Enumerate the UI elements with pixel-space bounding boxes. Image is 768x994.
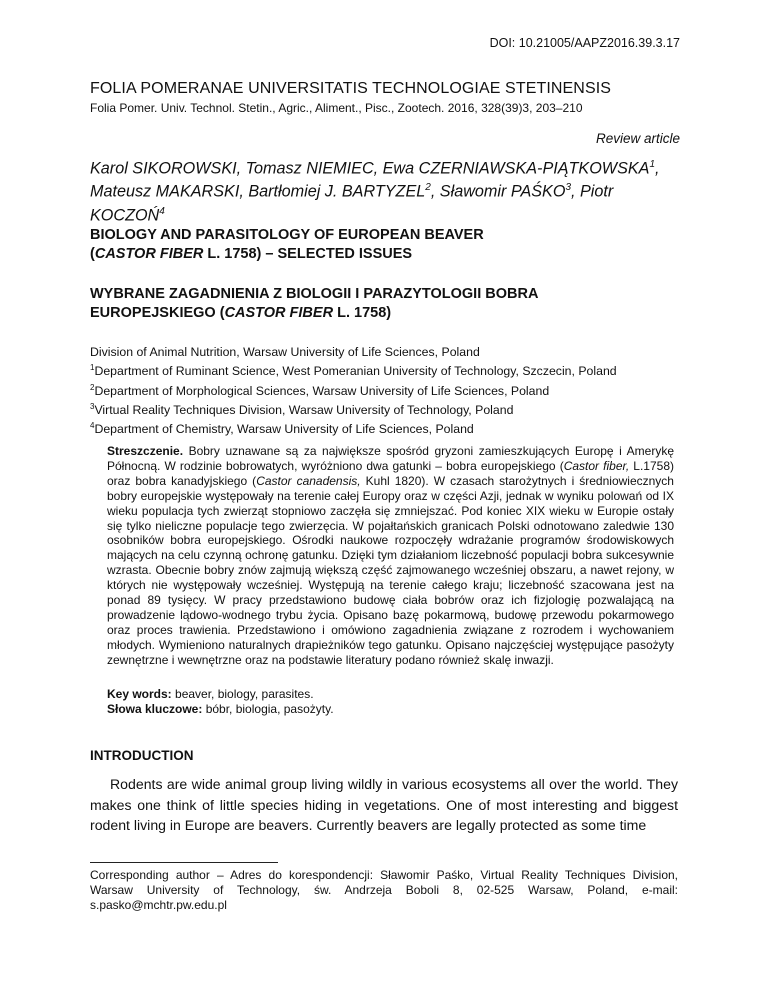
authors-part: , Piotr KOCZOŃ xyxy=(90,182,614,225)
doi: DOI: 10.21005/AAPZ2016.39.3.17 xyxy=(489,36,680,50)
affiliations xyxy=(90,345,700,438)
affiliation-text: Department of Morphological Sciences, Warsaw University of Life Sciences, Poland xyxy=(94,383,550,398)
affiliation-number: 4 xyxy=(90,421,95,431)
journal-citation: Folia Pomer. Univ. Technol. Stetin., Agric., Aliment., Pisc., Zootech. 2016, 328(39)3, 203–210 xyxy=(90,101,583,115)
affiliation-marker: 4 xyxy=(159,205,165,217)
authors-part: Mateusz MAKARSKI, Bartłomiej J. BARTYZEL xyxy=(90,182,426,201)
authors-part: , xyxy=(655,159,660,178)
title-english xyxy=(90,226,690,264)
affiliation xyxy=(90,418,700,437)
affiliation xyxy=(90,345,700,360)
authors xyxy=(90,155,690,225)
affiliation-number: 2 xyxy=(90,382,95,392)
introduction-paragraph: Rodents are wide animal group living wildly in various ecosystems all over the world. They makes one think of little species hiding in vegetations. One of most interesting and biggest rodent living in Europe are beavers. Currently beavers are legally protected as some time xyxy=(90,776,678,833)
species-name: Castor canadensis, xyxy=(256,473,361,488)
journal-name: FOLIA POMERANAE UNIVERSITATIS TECHNOLOGIAE STETINENSIS xyxy=(90,80,612,97)
title-part: L. 1758) xyxy=(333,305,392,321)
abstract-text: Bobry uznawane są za największe spośród gryzoni zamieszkujących Europę i Amerykę Północną. W rodzinie bobrowatych, wyróżniono dwa gatunki – bobra europejskiego ( xyxy=(107,444,674,473)
affiliation-number: 3 xyxy=(90,402,95,412)
species-name: Castor fiber, xyxy=(563,458,630,473)
affiliation xyxy=(90,380,700,399)
title-part: EUROPEJSKIEGO ( xyxy=(90,305,225,321)
affiliation xyxy=(90,360,700,379)
authors-part: Karol SIKOROWSKI, Tomasz NIEMIEC, Ewa CZERNIAWSKA-PIĄTKOWSKA xyxy=(90,159,650,178)
affiliation-number: 1 xyxy=(90,363,95,373)
affiliation-text: Virtual Reality Techniques Division, Warsaw University of Technology, Poland xyxy=(94,403,514,418)
affiliation-marker: 1 xyxy=(649,159,656,170)
abstract-text: Kuhl 1820). W czasach starożytnych i średniowiecznych bobry europejskie występowały na terenie całej Europy oraz w części Azji, jednak w wyniku polowań od IX wieku populacja tych zwierząt stopniowo zaczęła się zmniejszać. Pod koniec XIX wieku w Europie ostały się tylko nieliczne populacje tego zwierzęcia. W pojałtańskich granicach Polski odnotowano zaledwie 130 osobników bobra europejskiego. Ośrodki naukowe rozpoczęły wdrażanie programów środowiskowych mających na celu czynną ochronę gatunku. Dzięki tym działaniom liczebność populacji bobra sukcesywnie wzrasta. Obecnie bobry znów zajmują większą część zajmowanego wcześniej obszaru, a nawet rejony, w których nie występowały wcześniej. Występują na terenie całego kraju; liczebność szacowana jest na ponad 89 tysięcy. W pracy przedstawiono budowę ciała bobrów oraz ich fizjologię pozwalającą na prowadzenie lądowo-wodnego trybu życia. Opisano bazę pokarmową, budowę przewodu pokarmowego oraz proces trawienia. Przedstawiono i omówiono zagadnienia związane z rozrodem i wychowaniem młodych. Wymieniono naturalnych drapieżników tego gatunku. Opisano najczęściej występujące pasożyty zewnętrzne i wewnętrzne oraz na podstawie literatury podano również skalę inwazji. xyxy=(107,473,674,667)
affiliation-text: Department of Ruminant Science, West Pomeranian University of Technology, Szczecin, Poland xyxy=(94,364,617,379)
abstract-label: Streszczenie. xyxy=(107,444,184,458)
affiliation-marker: 3 xyxy=(565,182,572,194)
keywords-polish xyxy=(107,702,334,717)
affiliation-text: Division of Animal Nutrition, Warsaw University of Life Sciences, Poland xyxy=(90,345,480,359)
abstract-text: L.1758) oraz bobra kanadyjskiego ( xyxy=(107,458,674,488)
section-heading: INTRODUCTION xyxy=(90,748,194,763)
keywords-english xyxy=(107,687,334,702)
title-polish xyxy=(90,285,690,323)
affiliation-marker: 2 xyxy=(425,182,431,194)
keywords-label: Key words: xyxy=(107,687,172,701)
title-line: BIOLOGY AND PARASITOLOGY OF EUROPEAN BEAVER xyxy=(90,227,484,243)
abstract xyxy=(107,444,674,668)
keywords xyxy=(107,687,334,717)
species-name: CASTOR FIBER xyxy=(224,305,334,321)
affiliation-text: Department of Chemistry, Warsaw University of Life Sciences, Poland xyxy=(94,422,474,437)
title-part: ( xyxy=(90,246,95,262)
species-name: CASTOR FIBER xyxy=(94,246,204,262)
title-line: WYBRANE ZAGADNIENIA Z BIOLOGII I PARAZYTOLOGII BOBRA xyxy=(90,286,539,302)
footnote: Corresponding author – Adres do korespondencji: Sławomir Paśko, Virtual Reality Techniques Division, Warsaw University of Technology, św. Andrzeja Boboli 8, 02-525 Warsaw, Poland, e-mail: s.pasko@mchtr.pw.edu.pl xyxy=(90,868,678,912)
keywords-text: bóbr, biologia, pasożyty. xyxy=(202,702,334,716)
footnote-divider xyxy=(90,862,278,863)
article-type: Review article xyxy=(595,131,680,146)
keywords-label: Słowa kluczowe: xyxy=(107,702,203,716)
affiliation xyxy=(90,399,700,418)
keywords-text: beaver, biology, parasites. xyxy=(171,687,314,701)
authors-part: , Sławomir PAŚKO xyxy=(430,182,566,201)
title-part: L. 1758) – SELECTED ISSUES xyxy=(203,246,413,262)
